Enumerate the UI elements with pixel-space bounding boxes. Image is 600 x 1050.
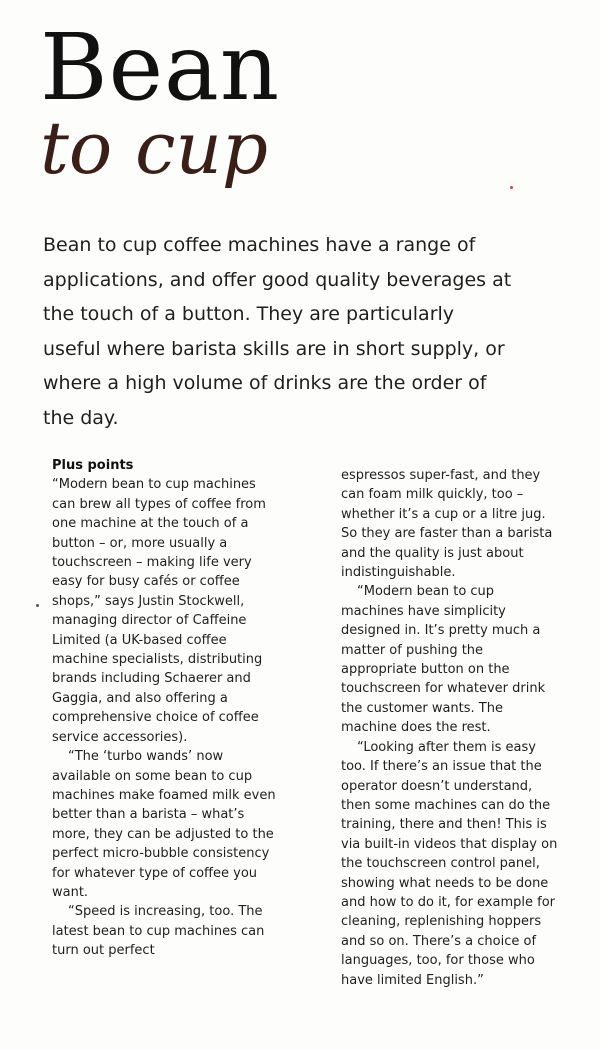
body-column-right (341, 466, 559, 990)
body-paragraph: “The ‘turbo wands’ now available on some bean to cup machines make foamed milk even better than a barista – what’s more, they can be adjusted to the perfect micro-bubble consistency for whatever type of coffee you want. (52, 749, 276, 900)
body-paragraph: espressos super-fast, and they can foam milk quickly, too – whether it’s a cup or a litre jug. So they are faster than a barista and the quality is just about indistinguishable. (341, 468, 553, 581)
article-title: Bean (40, 14, 281, 121)
section-subhead: Plus points (52, 458, 134, 473)
print-speck (36, 604, 39, 607)
body-paragraph: “Speed is increasing, too. The latest bean to cup machines can turn out perfect (52, 904, 265, 959)
body-paragraph: “Modern bean to cup machines can brew all types of coffee from one machine at the touch of a button – or, more usually a touchscreen – making life very easy for busy cafés or coffee shops,” says Justin Stockwell, managing director of Caffeine Limited (a UK-based coffee machine specialists, distributing brands including Schaerer and Gaggia, and also offering a comprehensive choice of coffee service accessories). (52, 477, 266, 745)
body-paragraph: “Modern bean to cup machines have simplicity designed in. It’s pretty much a matter of pushing the appropriate button on the touchscreen for whatever drink the customer wants. The machine does the rest. (341, 584, 546, 736)
print-speck (510, 186, 513, 189)
article-subtitle: to cup (40, 106, 268, 190)
body-column-left (52, 456, 280, 961)
intro-paragraph: Bean to cup coffee machines have a range of applications, and offer good quality beverages at the touch of a button. They are particularly useful where barista skills are in short supply, or where a high volume of drinks are the order of the day. (43, 234, 512, 429)
body-paragraph: “Looking after them is easy too. If there’s an issue that the operator doesn’t understand, then some machines can do the training, there and then! This is via built-in videos that display on the touchscreen control panel, showing what needs to be done and how to do it, for example for cleaning, replenishing hoppers and so on. There’s a choice of languages, too, for those who have limited English.” (341, 739, 558, 988)
